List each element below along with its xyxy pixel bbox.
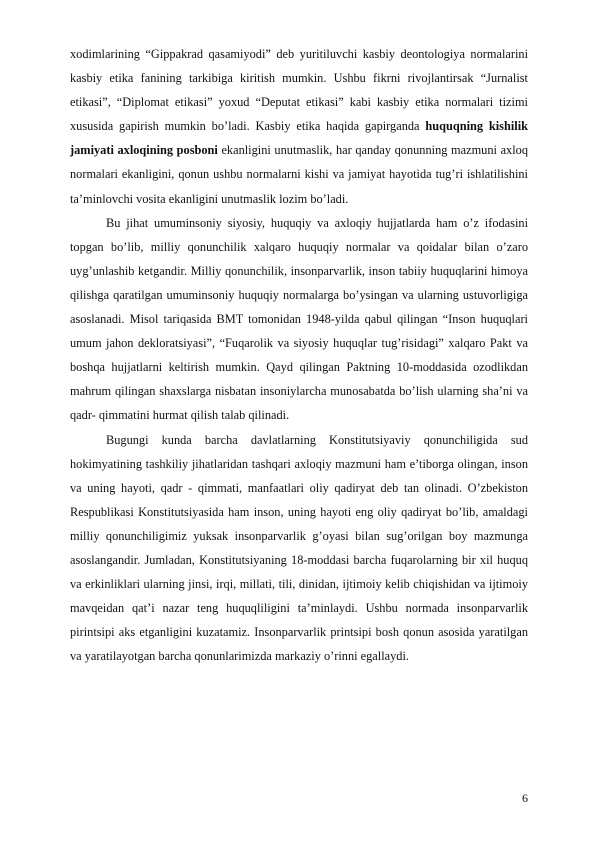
paragraph-1-bold-phrase: huquqning kishilik jamiyati axloqining posboni [70,119,528,158]
paragraph-1-text-end: ekanligini unutmaslik, har qanday qonunning mazmuni axloq normalari ekanligini, qonun ushbu normalarni kishi va jamiyat hayotida tug’ri ishlatilishini ta’minlovchi vosita ekanligini unutmaslik lozim bo’ladi. [70,143,528,206]
page-number: 6 [522,791,528,805]
paragraph-3: Bugungi kunda barcha davlatlarning Konstitutsiyaviy qonunchiligida sud hokimyatining tashkiliy jihatlaridan tashqari axloqiy mazmuni ham e’tiborga olingan, inson va uning hayoti, qadr - qimmati, manfaatlari oliy qadiryat deb tan olinadi. O’zbekiston Respublikasi Konstitutsiyasida ham inson, uning hayoti eng oliy qadiryat bo’lib, amaldagi milliy qonunchiligimiz yuksak insonparvarlik g’oyasi bilan sug’orilgan boy mazmunga asoslangandir. Jumladan, Konstitutsiyaning 18-moddasi barcha fuqarolarning bir xil huquq va erkinliklari ularning jinsi, irqi, millati, tili, dinidan, ijtimoiy kelib chiqishidan va ijtimoiy mavqeidan qat’i nazar teng huquqliligini ta’minlaydi. Ushbu normada insonparvarlik pirintsipi aks etganligini kuzatamiz. Insonparvarlik printsipi bosh qonun asosida yaratilgan va yaratilayotgan barcha qonunlarimizda markaziy o’rinni egallaydi. [70,432,528,664]
paragraph-2: Bu jihat umuminsoniy siyosiy, huquqiy va axloqiy hujjatlarda ham o’z ifodasini topgan bo’lib, milliy qonunchilik xalqaro huquqiy normalar va qoidalar bilan o’zaro uyg’unlashib ketgandir. Milliy qonunchilik, insonparvarlik, inson tabiiy huquqlarini himoya qilishga qaratilgan umuminsoniy huquqiy normalarga bo’ysingan va ularning ustuvorligiga asoslanadi. Misol tariqasida BMT tomonidan 1948-yilda qabul qilingan “Inson huquqlari umum jahon dekloratsiyasi”, “Fuqarolik va siyosiy huquqlar tug’risidagi” xalqaro Pakt va boshqa hujjatlarni keltirish mumkin. Qayd qilingan Paktning 10-moddasida ozodlikdan mahrum qilingan shaxslarga nisbatan insoniylarcha munosabatda bo’lish ularning sha’ni va qadr- qimmatini hurmat qilish talab qilinadi. [70,215,528,423]
paragraph-1 [70,42,528,211]
paragraph-1-text-start: xodimlarining “Gippakrad qasamiyodi” deb yuritiluvchi kasbiy deontologiya normalarini kasbiy etika fanining tarkibiga kiritish mumkin. Ushbu fikrni rivojlantirsak “Jurnalist etikasi”, “Diplomat etikasi” yoxud “Deputat etikasi” kabi kasbiy etika normalari tizimi xususida gapirish mumkin bo’ladi. Kasbiy etika haqida gapirganda [70,47,528,134]
document-body [70,42,528,668]
